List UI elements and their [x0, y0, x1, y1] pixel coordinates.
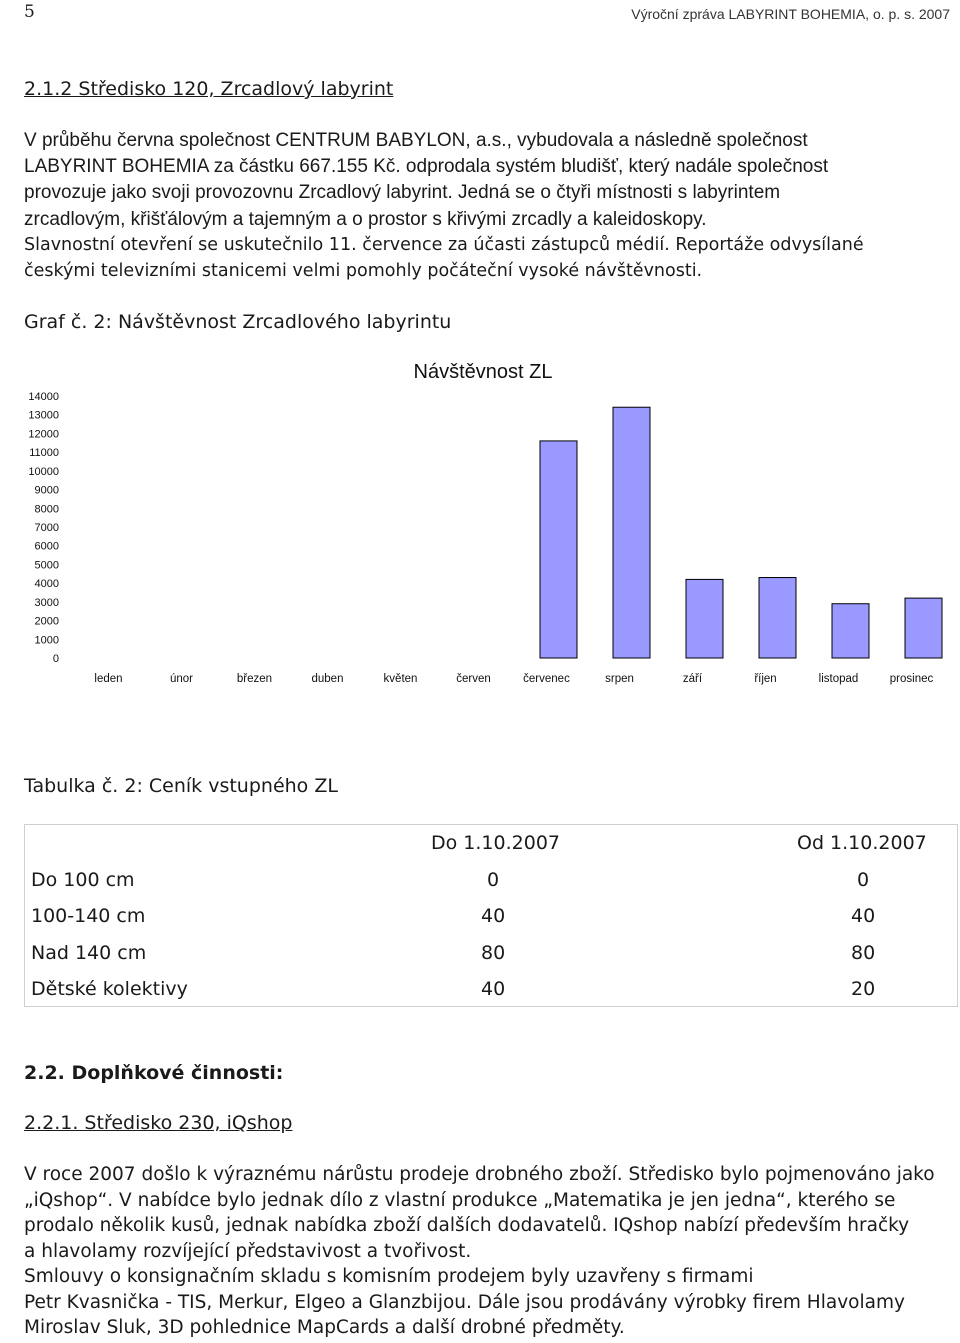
table-header-cell: Od 1.10.2007: [797, 832, 927, 855]
bar-září: [686, 579, 723, 658]
x-tick-label: březen: [236, 673, 273, 685]
text-line: prodalo několik kusů, jednak nabídka zboží dalších dodavatelů. IQshop nabízí především hračky: [24, 1215, 910, 1236]
subsection-heading: 2.2. Doplňkové činnosti:: [24, 1062, 284, 1084]
y-tick-label: 9000: [34, 484, 59, 497]
bar-prosinec: [905, 598, 942, 658]
table-cell: 40: [851, 905, 876, 928]
attendance-chart: [0, 350, 960, 695]
table-row: [25, 898, 957, 935]
page-number: 5: [24, 2, 35, 22]
x-tick-label: leden: [94, 673, 123, 685]
graph-caption: Graf č. 2: Návštěvnost Zrcadlového labyrintu: [24, 311, 452, 333]
y-tick-label: 3000: [34, 596, 59, 609]
chart-title: Návštěvnost ZL: [413, 361, 553, 383]
y-tick-label: 6000: [34, 540, 59, 553]
y-tick-label: 8000: [34, 503, 59, 516]
x-tick-label: duben: [311, 673, 344, 685]
table-cell: 100-140 cm: [31, 905, 146, 928]
bar-listopad: [832, 604, 869, 658]
section-heading: 2.1.2 Středisko 120, Zrcadlový labyrint: [24, 78, 394, 100]
table-cell: [25, 825, 431, 862]
y-tick-label: 1000: [34, 634, 59, 647]
bar-červenec: [540, 441, 577, 658]
y-tick-label: 10000: [28, 465, 59, 478]
subsubsection-heading: 2.2.1. Středisko 230, iQshop: [24, 1112, 293, 1134]
x-tick-label: říjen: [754, 673, 777, 685]
text-line: Smlouvy o konsignačním skladu s komisním prodejem byly uzavřeny s firmami: [24, 1266, 754, 1287]
table-cell: 0: [857, 868, 870, 891]
y-tick-label: 13000: [28, 409, 59, 422]
bar-srpen: [613, 407, 650, 658]
table-header-cell: Do 1.10.2007: [431, 832, 560, 855]
price-table: [24, 824, 958, 1007]
table-cell: 0: [487, 868, 500, 891]
document-title: Výroční zpráva LABYRINT BOHEMIA, o. p. s. 2007: [631, 6, 950, 22]
x-tick-label: červenec: [523, 673, 570, 685]
x-tick-label: červen: [456, 673, 491, 685]
y-tick-label: 0: [52, 653, 59, 665]
table-cell: Dětské kolektivy: [31, 978, 188, 1001]
paragraph-iqshop: [24, 1162, 958, 1341]
text-line: Miroslav Sluk, 3D pohlednice MapCards a další drobné předměty.: [24, 1317, 625, 1338]
x-tick-label: květen: [383, 673, 418, 685]
table-header-row: [25, 825, 957, 862]
x-tick-label: listopad: [818, 673, 859, 685]
text-line: LABYRINT BOHEMIA za částku 667.155 Kč. odprodala systém bludišť, který nadále společnost: [24, 156, 829, 178]
y-tick-label: 2000: [34, 615, 59, 628]
table-cell: 40: [481, 905, 506, 928]
table-cell: Nad 140 cm: [31, 941, 147, 964]
paragraph-intro: [24, 128, 958, 233]
text-line: „iQshop“. V nabídce bylo jednak dílo z vlastní produkce „Matematika je jen jedna“, kterého se: [24, 1189, 896, 1211]
text-line: V průběhu června společnost CENTRUM BABYLON, a.s., vybudovala a následně společnost: [24, 130, 808, 151]
bar-říjen: [759, 578, 796, 658]
text-line: zrcadlovým, křišťálovým a tajemným a o prostor s křivými zrcadly a kaleidoskopy.: [24, 208, 707, 230]
table-cell: 20: [851, 978, 876, 1001]
x-tick-label: prosinec: [889, 673, 934, 685]
table-caption: Tabulka č. 2: Ceník vstupného ZL: [24, 775, 338, 797]
paragraph-opening: [24, 232, 958, 284]
table-cell: 80: [851, 941, 876, 964]
x-tick-label: září: [682, 673, 703, 685]
text-line: Slavnostní otevření se uskutečnilo 11. července za účasti zástupců médií. Reportáže odvysílané: [24, 235, 864, 255]
text-line: českými televizními stanicemi velmi pomohly počáteční vysoké návštěvnosti.: [24, 261, 703, 282]
y-tick-label: 4000: [34, 578, 59, 591]
y-tick-label: 12000: [28, 428, 59, 441]
y-tick-label: 7000: [34, 522, 59, 534]
y-tick-label: 5000: [34, 559, 59, 572]
table-row: [25, 862, 957, 899]
text-line: a hlavolamy rozvíjející představivost a tvořivost.: [24, 1240, 472, 1262]
table-cell: Do 100 cm: [31, 868, 135, 891]
x-tick-label: srpen: [605, 673, 634, 685]
text-line: Petr Kvasnička - TIS, Merkur, Elgeo a Glanzbijou. Dále jsou prodávány výrobky firem Hlavolamy: [24, 1291, 905, 1313]
y-tick-label: 14000: [28, 391, 59, 403]
text-line: provozuje jako svoji provozovnu Zrcadlový labyrint. Jedná se o čtyři místnosti s labyrintem: [24, 182, 781, 204]
table-row: [25, 935, 957, 972]
table-cell: 40: [481, 978, 506, 1001]
x-tick-label: únor: [169, 673, 194, 685]
table-row: [25, 971, 957, 1008]
y-tick-label: 11000: [29, 447, 59, 460]
text-line: V roce 2007 došlo k výraznému nárůstu prodeje drobného zboží. Středisko bylo pojmenováno jako: [24, 1164, 935, 1185]
table-cell: 80: [481, 941, 506, 964]
